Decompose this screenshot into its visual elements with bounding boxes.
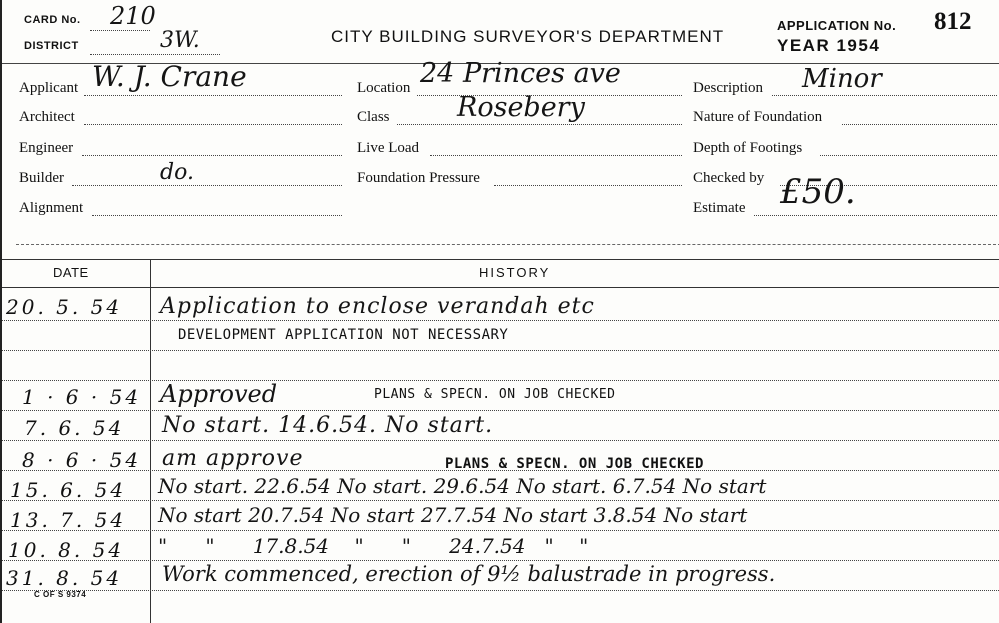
history-column-header: HISTORY	[479, 265, 551, 280]
department-title: CITY BUILDING SURVEYOR'S DEPARTMENT	[331, 27, 725, 46]
nature-of-foundation-label: Nature of Foundation	[693, 109, 823, 125]
estimate-value: £50.	[780, 172, 856, 212]
foundation-pressure-label: Foundation Pressure	[357, 170, 480, 186]
history-stamp: DEVELOPMENT APPLICATION NOT NECESSARY	[178, 327, 509, 343]
history-row-rule	[2, 350, 999, 351]
history-row-rule	[2, 590, 999, 591]
checked-by-label: Checked by	[693, 170, 765, 186]
builder-label: Builder	[19, 170, 64, 186]
history-date: 10. 8. 54	[8, 538, 125, 562]
history-header-rule	[2, 287, 999, 288]
alignment-line	[92, 215, 342, 216]
depth-of-footings-label: Depth of Footings	[693, 140, 803, 156]
card-no-value: 210	[110, 2, 156, 30]
history-date: 13. 7. 54	[10, 508, 127, 532]
card-no-label: CARD No.	[24, 14, 81, 26]
applicant-line	[84, 95, 342, 96]
year-label: YEAR 1954	[777, 36, 881, 55]
history-stamp: PLANS & SPECN. ON JOB CHECKED	[374, 387, 616, 402]
history-stamp: PLANS & SPECN. ON JOB CHECKED	[445, 456, 704, 472]
history-row-rule	[2, 320, 999, 321]
class-value: Rosebery	[457, 92, 585, 123]
history-row-rule	[2, 380, 999, 381]
description-line	[772, 95, 997, 96]
location-value: 24 Princes ave	[420, 58, 621, 89]
history-entry: Application to enclose verandah etc	[160, 294, 595, 319]
history-entry: " " 17.8.54 " " 24.7.54 " "	[158, 534, 589, 558]
nature-of-foundation-line	[842, 124, 997, 125]
applicant-label: Applicant	[19, 80, 79, 96]
history-entry: Work commenced, erection of 9½ balustrade in progress.	[162, 562, 776, 586]
description-value: Minor	[802, 64, 882, 94]
card-no-line	[90, 30, 150, 31]
description-label: Description	[693, 80, 763, 96]
foundation-pressure-line	[494, 185, 682, 186]
history-entry: No start 20.7.54 No start 27.7.54 No start 3.8.54 No start	[158, 503, 748, 527]
history-row-rule	[2, 560, 999, 561]
district-label: DISTRICT	[24, 40, 79, 52]
district-value: 3W.	[160, 28, 200, 53]
history-row-rule	[2, 440, 999, 441]
estimate-line	[754, 215, 997, 216]
district-line	[90, 54, 220, 55]
history-entry: Approved	[160, 380, 278, 408]
location-label: Location	[357, 80, 411, 96]
engineer-label: Engineer	[19, 140, 74, 156]
architect-line	[84, 124, 342, 125]
history-date: 7. 6. 54	[24, 416, 125, 440]
depth-of-footings-line	[820, 155, 997, 156]
form-code: C OF S 9374	[34, 590, 87, 599]
application-no-label: APPLICATION No.	[777, 18, 897, 33]
history-row-rule	[2, 410, 999, 411]
history-top-rule	[2, 259, 999, 260]
architect-label: Architect	[19, 109, 75, 125]
engineer-line	[82, 155, 342, 156]
history-date: 1 · 6 · 54	[22, 385, 142, 409]
builder-value: do.	[160, 160, 194, 185]
alignment-label: Alignment	[19, 200, 84, 216]
date-column-divider	[150, 259, 151, 623]
class-line	[397, 124, 682, 125]
history-entry: No start. 22.6.54 No start. 29.6.54 No start. 6.7.54 No start	[158, 474, 767, 498]
history-entry: No start. 14.6.54. No start.	[162, 413, 494, 438]
class-label: Class	[357, 109, 390, 125]
history-date: 15. 6. 54	[10, 478, 127, 502]
history-date: 8 · 6 · 54	[22, 448, 142, 472]
applicant-value: W. J. Crane	[92, 60, 247, 93]
history-entry: am approve	[162, 446, 304, 471]
live-load-label: Live Load	[357, 140, 420, 156]
history-date: 31. 8. 54	[6, 566, 123, 590]
estimate-label: Estimate	[693, 200, 746, 216]
application-no-value: 812	[934, 8, 972, 35]
date-column-header: DATE	[53, 265, 89, 280]
field-block-bottom-rule	[16, 244, 999, 245]
history-row-rule	[2, 500, 999, 501]
history-date: 20. 5. 54	[6, 295, 123, 319]
live-load-line	[430, 155, 682, 156]
builder-line	[72, 185, 342, 186]
history-row-rule	[2, 530, 999, 531]
